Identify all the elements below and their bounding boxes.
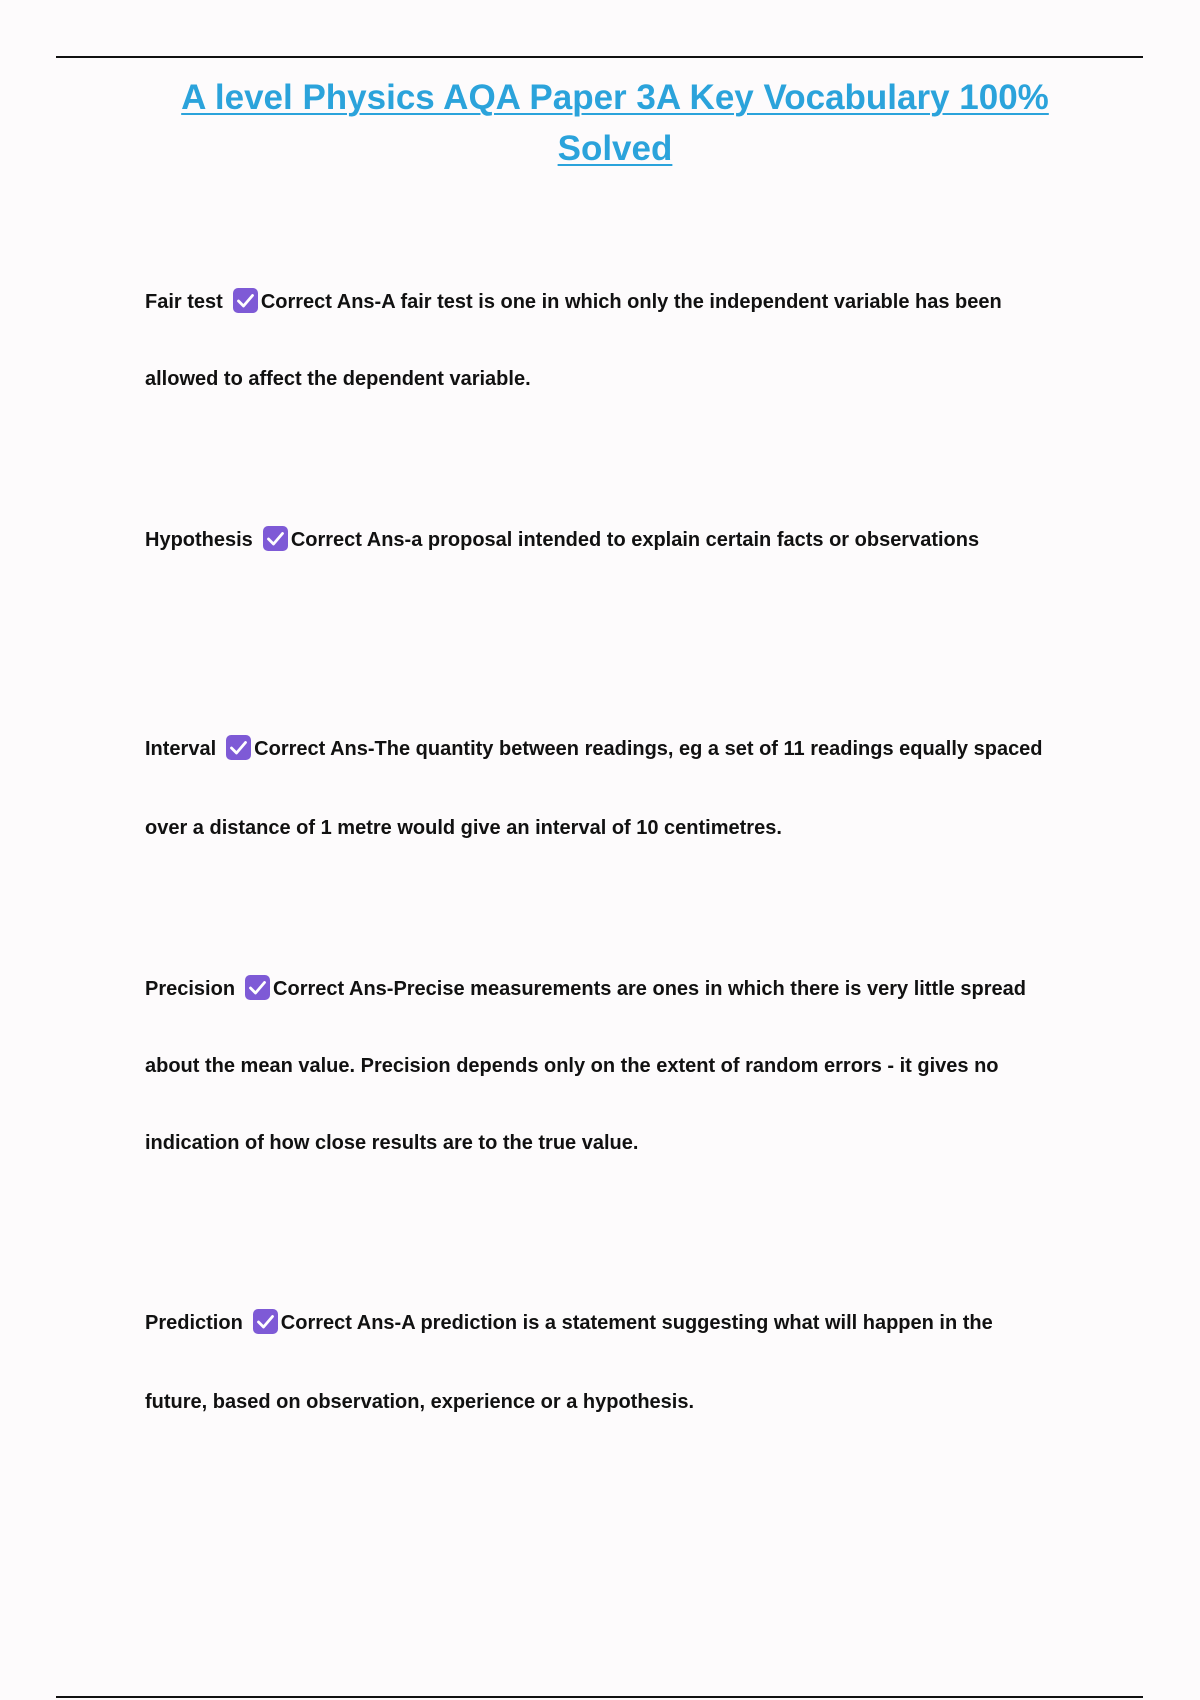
checkbox-checked-icon xyxy=(253,1309,278,1334)
top-rule xyxy=(56,56,1143,58)
entry-first-line xyxy=(145,951,1105,1028)
answer-text: Correct Ans-a proposal intended to explain certain facts or observations xyxy=(290,529,980,551)
entry-first-line xyxy=(145,525,1105,555)
answer-text: Correct Ans-Precise measurements are ones in which there is very little spread xyxy=(273,978,1026,1000)
answer-text: Correct Ans-A prediction is a statement suggesting what will happen in the xyxy=(280,1312,993,1334)
checkbox-checked-icon xyxy=(226,735,251,760)
answer-continuation: over a distance of 1 metre would give an interval of 10 centimetres. xyxy=(145,817,782,839)
answer-text: Correct Ans-The quantity between readings, eg a set of 11 readings equally spaced xyxy=(254,738,1043,760)
term-label: Precision xyxy=(145,978,236,1000)
term-label: Fair test xyxy=(145,291,223,313)
document-title xyxy=(150,72,1080,174)
title-line-1: A level Physics AQA Paper 3A Key Vocabulary 100% xyxy=(181,78,1049,117)
vocab-entry-fair-test xyxy=(145,264,1105,418)
answer-continuation: indication of how close results are to the true value. xyxy=(145,1132,639,1154)
term-label: Hypothesis xyxy=(145,529,253,551)
entry-first-line xyxy=(145,710,1105,789)
bottom-rule xyxy=(56,1696,1143,1698)
checkbox-checked-icon xyxy=(245,975,270,1000)
vocab-entry-precision xyxy=(145,951,1105,1182)
answer-text: Correct Ans-A fair test is one in which only the independent variable has been xyxy=(260,291,1002,313)
entry-first-line xyxy=(145,264,1105,341)
answer-continuation: about the mean value. Precision depends only on the extent of random errors - it gives no xyxy=(145,1055,999,1077)
vocab-entry-interval xyxy=(145,710,1105,868)
vocab-entry-hypothesis xyxy=(145,525,1105,555)
vocab-entry-prediction xyxy=(145,1284,1105,1442)
answer-continuation: allowed to affect the dependent variable. xyxy=(145,368,531,390)
term-label: Prediction xyxy=(145,1312,243,1334)
title-line-2: Solved xyxy=(557,129,673,168)
entry-first-line xyxy=(145,1284,1105,1363)
checkbox-checked-icon xyxy=(233,288,258,313)
term-label: Interval xyxy=(145,738,217,760)
checkbox-checked-icon xyxy=(263,526,288,551)
answer-continuation: future, based on observation, experience or a hypothesis. xyxy=(145,1391,695,1413)
